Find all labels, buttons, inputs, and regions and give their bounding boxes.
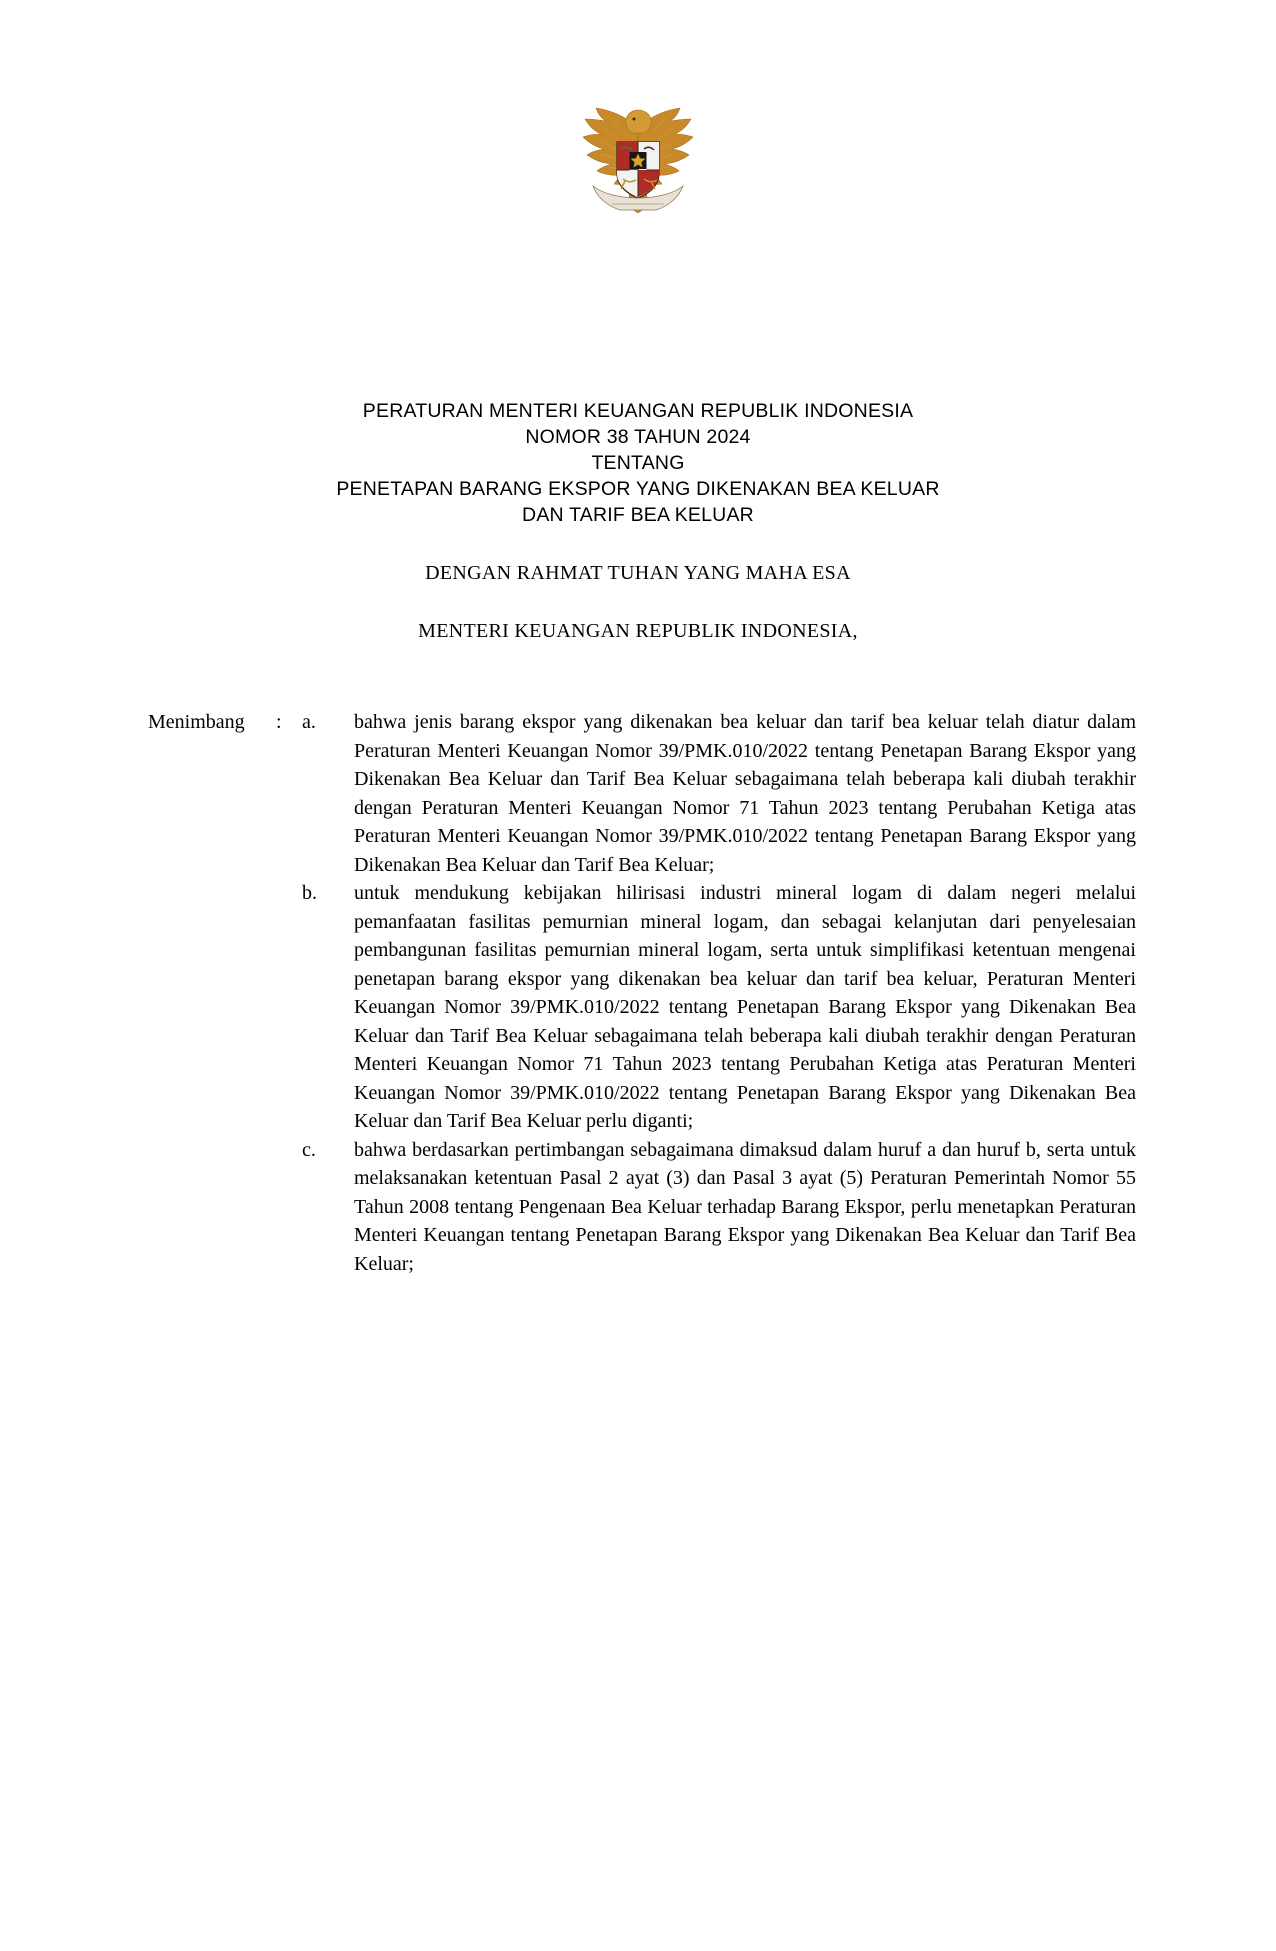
considering-section	[0, 708, 1276, 1278]
subtitle-authority: MENTERI KEUANGAN REPUBLIK INDONESIA,	[418, 620, 858, 642]
emblem-container	[0, 0, 1276, 238]
list-item-marker: b.	[302, 882, 317, 904]
list-item-text: bahwa berdasarkan pertimbangan sebagaimana dimaksud dalam huruf a dan huruf b, serta untuk melaksanakan ketentuan Pasal 2 ayat (3) dan Pasal 3 ayat (5) Peraturan Pemerintah Nomor 55 Tahun 2008 tentang Pengenaan Bea Keluar terhadap Barang Ekspor, perlu menetapkan Peraturan Menteri Keuangan tentang Penetapan Barang Ekspor yang Dikenakan Bea Keluar dan Tarif Bea Keluar;	[354, 1138, 1136, 1275]
title-line-2: NOMOR 38 TAHUN 2024	[525, 426, 751, 448]
subtitle-invocation: DENGAN RAHMAT TUHAN YANG MAHA ESA	[425, 562, 851, 584]
title-line-1: PERATURAN MENTERI KEUANGAN REPUBLIK INDONESIA	[362, 400, 914, 422]
list-item-text: bahwa jenis barang ekspor yang dikenakan bea keluar dan tarif bea keluar telah diatur dalam Peraturan Menteri Keuangan Nomor 39/PMK.010/2022 tentang Penetapan Barang Ekspor yang Dikenakan Bea Keluar dan Tarif Bea Keluar sebagaimana telah beberapa kali diubah terakhir dengan Peraturan Menteri Keuangan Nomor 71 Tahun 2023 tentang Perubahan Ketiga atas Peraturan Menteri Keuangan Nomor 39/PMK.010/2022 tentang Penetapan Barang Ekspor yang Dikenakan Bea Keluar dan Tarif Bea Keluar;	[354, 711, 1136, 876]
considering-label: Menimbang	[148, 711, 245, 733]
list-item-marker: a.	[302, 711, 316, 733]
garuda-pancasila-emblem	[563, 88, 713, 238]
list-item-text: untuk mendukung kebijakan hilirisasi industri mineral logam di dalam negeri melalui pemanfaatan fasilitas pemurnian mineral logam, dan sebagai kelanjutan dari penyelesaian pembangunan fasilitas pemurnian mineral logam, serta untuk simplifikasi ketentuan mengenai penetapan barang ekspor yang dikenakan bea keluar dan tarif bea keluar, Peraturan Menteri Keuangan Nomor 39/PMK.010/2022 tentang Penetapan Barang Ekspor yang Dikenakan Bea Keluar dan Tarif Bea Keluar sebagaimana telah beberapa kali diubah terakhir dengan Peraturan Menteri Keuangan Nomor 71 Tahun 2023 tentang Perubahan Ketiga atas Peraturan Menteri Keuangan Nomor 39/PMK.010/2022 tentang Penetapan Barang Ekspor yang Dikenakan Bea Keluar dan Tarif Bea Keluar perlu diganti;	[354, 882, 1136, 1132]
document-title	[0, 398, 1276, 528]
document-subtitle	[0, 558, 1276, 646]
title-line-3: TENTANG	[591, 452, 685, 474]
list-item	[302, 708, 1136, 879]
considering-items	[302, 708, 1136, 1278]
list-item	[302, 1136, 1136, 1279]
list-item-marker: c.	[302, 1138, 316, 1161]
title-line-4: PENETAPAN BARANG EKSPOR YANG DIKENAKAN BEA KELUAR	[336, 478, 940, 500]
list-item	[302, 879, 1136, 1136]
title-line-5: DAN TARIF BEA KELUAR	[522, 504, 754, 526]
considering-colon: :	[276, 711, 282, 733]
